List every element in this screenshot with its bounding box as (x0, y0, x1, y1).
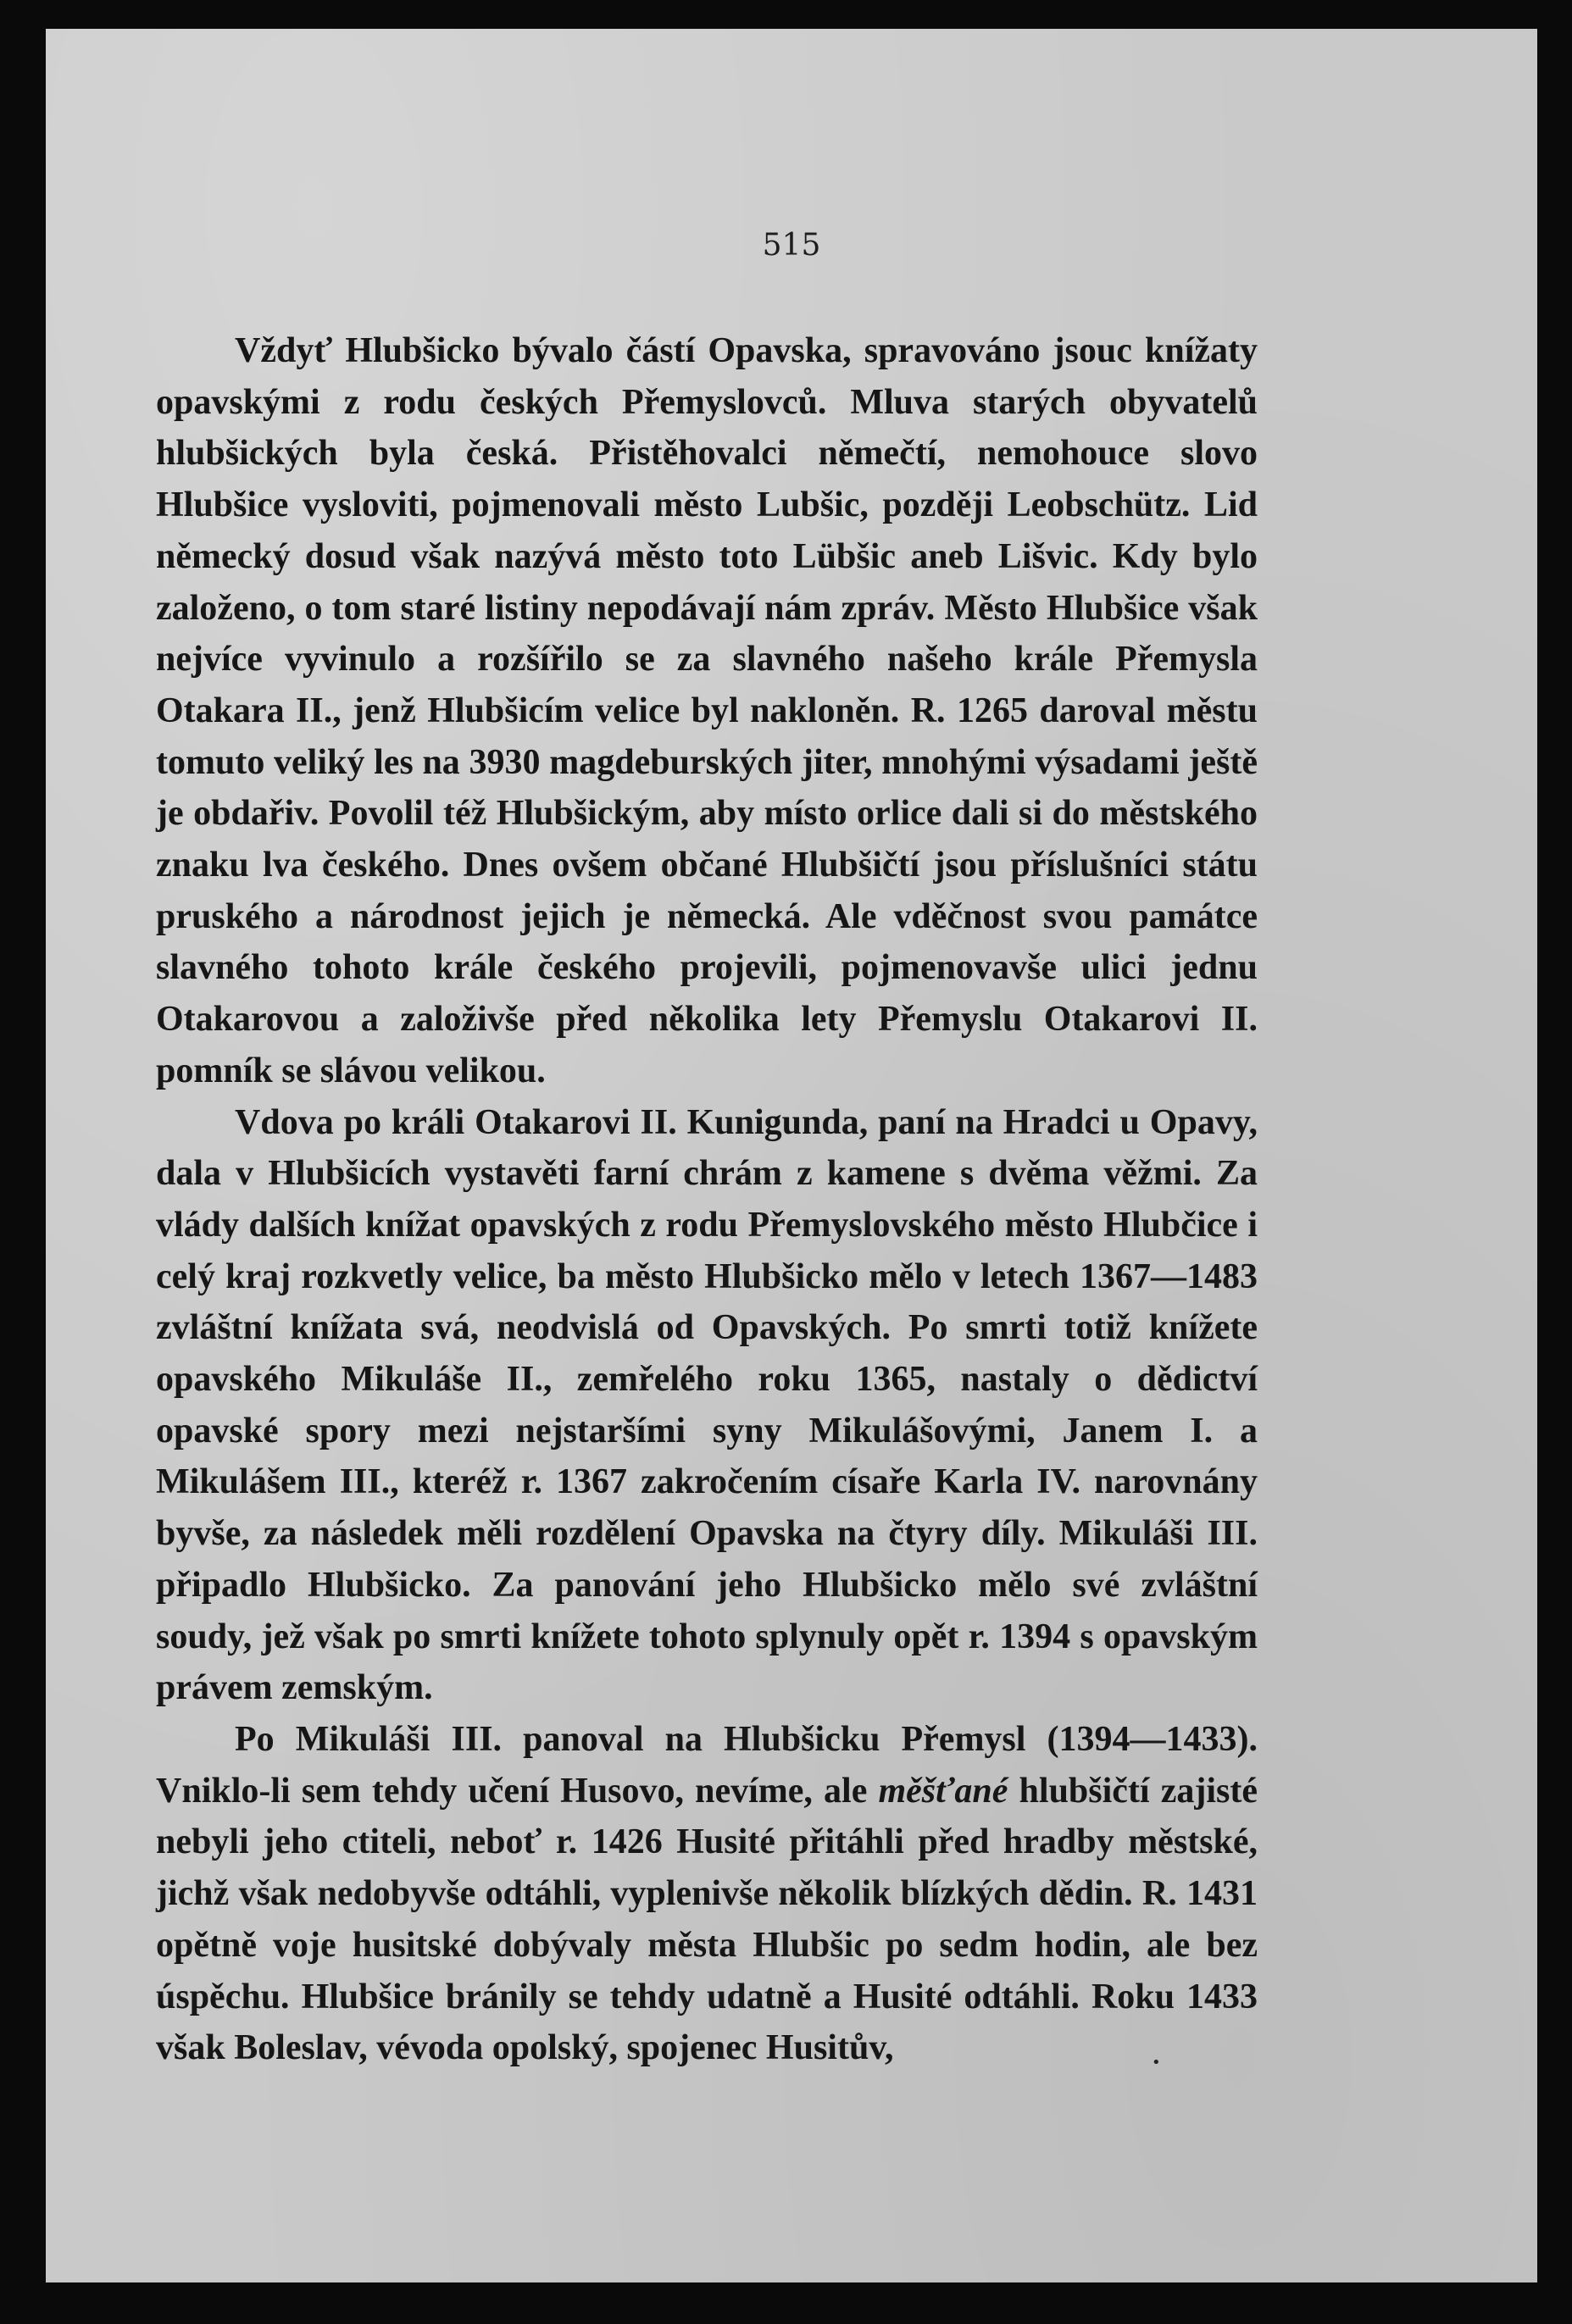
paragraph-3-text-end: hlubšičtí zajisté nebyli jeho ctiteli, neboť r. 1426 Husité přitáhli před hradby městské, jichž však nedobyvše odtáhli, vyplenivše několik blízkých dědin. R. 1431 opětně voje husitské dobývaly města Hlubšic po sedm hodin, ale bez úspěchu. Hlubšice bránily se tehdy udatně a Husité odtáhli. Roku 1433 však Boleslav, vévoda opolský, spojenec Husitův, (156, 1771, 1258, 2068)
book-page (46, 29, 1537, 2282)
margin-mark: • (1152, 2054, 1161, 2072)
paragraph-3-text-start: Po Mikuláši III. panoval na Hlubšicku Přemysl (1394—1433). Vniklo-li sem tehdy učení Husovo, nevíme, ale (156, 1719, 1258, 1811)
paragraph-2 (156, 1097, 1258, 1714)
body-text (156, 325, 1258, 2074)
paragraph-2-text: Vdova po králi Otakarovi II. Kunigunda, paní na Hradci u Opavy, dala v Hlubšicích vystavěti farní chrám z kamene s dvěma věžmi. Za vlády dalších knížat opavských z rodu Přemyslovského město Hlubčice i celý kraj rozkvetly velice, ba město Hlubšicko mělo v letech 1367—1483 zvláštní knížata svá, neodvislá od Opavských. Po smrti totiž knížete opavského Mikuláše II., zemřelého roku 1365, nastaly o dědictví opavské spory mezi nejstaršími syny Mikulášovými, Janem I. a Mikulášem III., kteréž r. 1367 zakročením císaře Karla IV. narovnány byvše, za následek měli rozdělení Opavska na čtyry díly. Mikuláši III. připadlo Hlubšicko. Za panování jeho Hlubšicko mělo své zvláštní soudy, jež však po smrti knížete tohoto splynuly opět r. 1394 s opavským právem zemským. (156, 1102, 1258, 1708)
paragraph-1-text: Vždyť Hlubšicko bývalo částí Opavska, spravováno jsouc knížaty opavskými z rodu českých Přemyslovců. Mluva starých obyvatelů hlubšických byla česká. Přistěhovalci němečtí, nemohouce slovo Hlubšice vysloviti, pojmenovali město Lubšic, později Leobschütz. Lid německý dosud však nazývá město toto Lübšic aneb Lišvic. Kdy bylo založeno, o tom staré listiny nepodávají nám zpráv. Město Hlubšice však nejvíce vyvinulo a rozšířilo se za slavného našeho krále Přemysla Otakara II., jenž Hlubšicím velice byl nakloněn. R. 1265 daroval městu tomuto veliký les na 3930 magdeburských jiter, mnohými výsadami ještě je obdařiv. Povolil též Hlubšickým, aby místo orlice dali si do městského znaku lva českého. Dnes ovšem občané Hlubšičtí jsou příslušníci státu pruského a národnost jejich je německá. Ale vděčnost svou památce slavného tohoto krále českého projevili, pojmenovavše ulici jednu Otakarovou a založivše před několika lety Přemyslu Otakarovi II. pomník se slávou velikou. (156, 331, 1258, 1090)
page-number: 515 (762, 228, 821, 263)
paragraph-3-emphasis: měšťané (878, 1771, 1008, 1811)
paragraph-1 (156, 325, 1258, 1097)
paragraph-3 (156, 1714, 1258, 2074)
